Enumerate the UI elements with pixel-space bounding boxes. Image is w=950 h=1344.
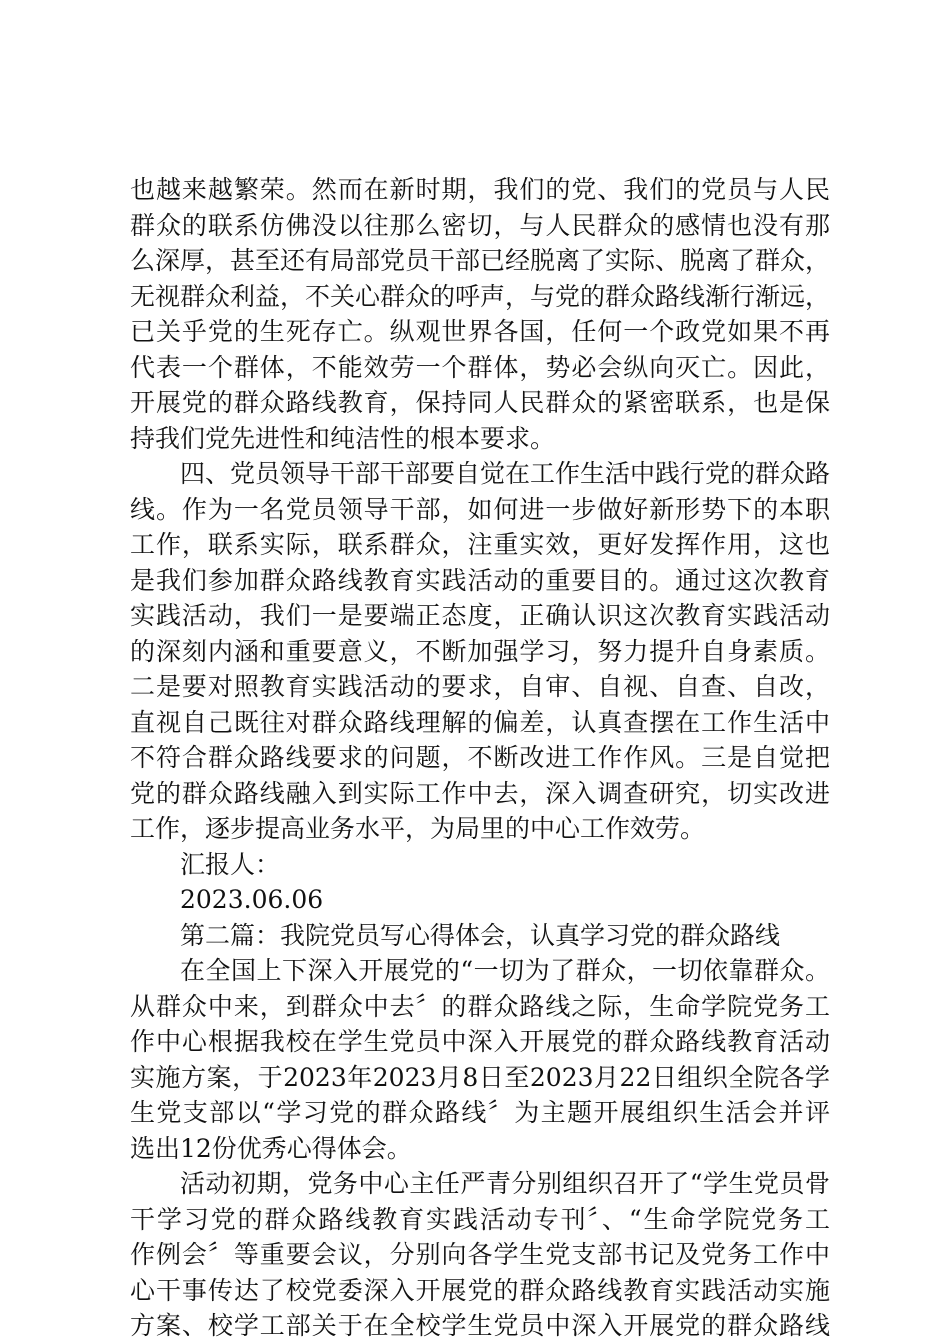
text-line: 么深厚，甚至还有局部党员干部已经脱离了实际、脱离了群众， xyxy=(130,246,831,275)
text-line: 生党支部以“学习党的群众路线〞为主题开展组织生活会并评 xyxy=(130,1098,830,1127)
text-line: 从群众中来，到群众中去〞的群众路线之际，生命学院党务工 xyxy=(130,991,830,1021)
text-line: 2023.06.06 xyxy=(180,885,324,914)
text-line: 活动初期，党务中心主任严青分别组织召开了“学生党员骨 xyxy=(180,1169,830,1198)
text-line: 工作，逐步提高业务水平，为局里的中心工作效劳。 xyxy=(130,814,706,843)
text-line: 二是要对照教育实践活动的要求，自审、自视、自查、自改， xyxy=(130,672,830,701)
text-line: 作中心根据我校在学生党员中深入开展党的群众路线教育活动 xyxy=(130,1027,830,1056)
text-line: 作例会〞等重要会议，分别向各学生党支部书记及党务工作中 xyxy=(130,1240,830,1269)
document-body xyxy=(130,172,830,1344)
text-line: 持我们党先进性和纯洁性的根本要求。 xyxy=(130,423,556,453)
text-line: 党的群众路线融入到实际工作中去，深入调查研究，切实改进 xyxy=(130,778,830,808)
text-line: 工作，联系实际，联系群众，注重实效，更好发挥作用，这也 xyxy=(130,530,830,559)
text-line: 在全国上下深入开展党的“一切为了群众，一切依靠群众。 xyxy=(180,956,830,985)
text-line: 心干事传达了校党委深入开展党的群众路线教育实践活动实施 xyxy=(130,1275,830,1305)
text-line: 开展党的群众路线教育，保持同人民群众的紧密联系，也是保 xyxy=(130,388,830,417)
text-line: 直视自己既往对群众路线理解的偏差，认真查摆在工作生活中 xyxy=(130,707,830,737)
text-line: 的深刻内涵和重要意义，不断加强学习，努力提升自身素质。 xyxy=(130,636,830,666)
text-line: 无视群众利益，不关心群众的呼声，与党的群众路线渐行渐远， xyxy=(130,281,831,311)
text-line: 四、党员领导干部干部要自觉在工作生活中践行党的群众路 xyxy=(180,459,831,488)
text-line: 是我们参加群众路线教育实践活动的重要目的。通过这次教育 xyxy=(130,565,830,595)
text-line: 已关乎党的生死存亡。纵观世界各国，任何一个政党如果不再 xyxy=(130,317,830,346)
text-line: 实践活动，我们一是要端正态度，正确认识这次教育实践活动 xyxy=(130,601,830,630)
text-line: 方案、校学工部关于在全校学生党员中深入开展党的群众路线 xyxy=(130,1311,830,1340)
text-line: 选出12份优秀心得体会。 xyxy=(130,1133,412,1163)
text-line: 代表一个群体，不能效劳一个群体，势必会纵向灭亡。因此， xyxy=(130,352,830,382)
text-line: 干学习党的群众路线教育实践活动专刊〞、“生命学院党务工 xyxy=(130,1204,830,1234)
text-line: 也越来越繁荣。然而在新时期，我们的党、我们的党员与人民 xyxy=(130,175,830,204)
text-line: 线。作为一名党员领导干部，如何进一步做好新形势下的本职 xyxy=(130,494,830,524)
text-line: 实施方案，于2023年2023月8日至2023月22日组织全院各学 xyxy=(130,1062,830,1092)
text-line: 不符合群众路线要求的问题，不断改进工作作风。三是自觉把 xyxy=(130,743,830,772)
text-line: 汇报人： xyxy=(180,849,281,879)
text-line: 群众的联系仿佛没以往那么密切，与人民群众的感情也没有那 xyxy=(130,210,830,240)
text-line: 第二篇：我院党员写心得体会，认真学习党的群众路线 xyxy=(180,920,781,950)
